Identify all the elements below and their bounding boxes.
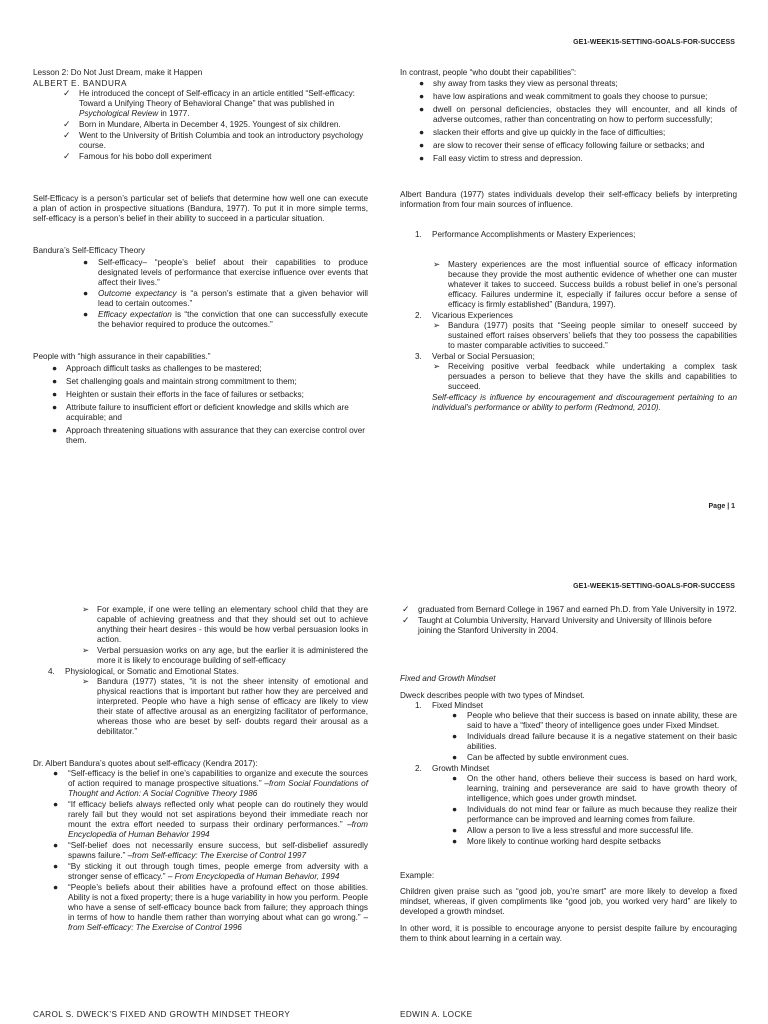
- arrow-bullet-icon: ➢: [433, 361, 441, 371]
- doubt-list: [416, 79, 737, 164]
- check-icon: ✓: [402, 615, 410, 625]
- lesson-title: Lesson 2: Do Not Just Dream, make it Happen: [33, 68, 203, 77]
- source-detail: ➢ Bandura (1977) posits that “Seeing people similar to oneself succeed by sustained effort raises observers’ beliefs that they too possess the capabilities to master comparable activities to succeed.”: [433, 320, 737, 350]
- dweck-heading-block: [33, 1010, 368, 1020]
- page2-right-column: [400, 605, 737, 944]
- arrow-bullet-icon: ➢: [82, 645, 90, 655]
- mindset-intro: Dweck describes people with two types of Mindset.: [400, 691, 585, 700]
- mindset-title: Fixed and Growth Mindset: [400, 674, 496, 683]
- running-header: GE1-WEEK15-SETTING-GOALS-FOR-SUCCESS: [573, 39, 735, 46]
- bullet-icon: ●: [83, 257, 89, 267]
- verbal-detail: ➢ For example, if one were telling an elementary school child that they are capable of achieving greatness and that they should set out to achieve anything their heart desires - this would be how verbal persuasion looks in action.: [82, 604, 368, 644]
- document-page-2: [0, 573, 768, 1024]
- theory-title: Bandura’s Self-Efficacy Theory: [33, 246, 145, 255]
- bullet-icon: ●: [452, 773, 458, 783]
- high-assurance-item: ● Attribute failure to insufficient effort or deficient knowledge and skills which are acquirable; and: [52, 402, 349, 422]
- high-assurance-list: [49, 364, 368, 446]
- doubt-item: ● have low aspirations and weak commitment to goals they choose to pursue;: [419, 91, 708, 101]
- growth-item: ● Individuals do not mind fear or failure as much because they realize their performance can be improved and learning comes from failure.: [452, 804, 737, 824]
- bandura-fact: ✓ He introduced the concept of Self-efficacy in an article entitled “Self-efficacy: Toward a Unifying Theory of Behavioral Change” that was published in Psychological Review in 1977.: [63, 88, 355, 118]
- bullet-icon: ●: [452, 804, 458, 814]
- page-gap: [0, 537, 768, 573]
- high-assurance-item: ● Approach difficult tasks as challenges to be mastered;: [52, 363, 262, 373]
- locke-heading-block: [400, 1010, 737, 1020]
- bullet-icon: ●: [452, 752, 458, 762]
- fixed-item: ● Individuals dread failure because it is a negative statement on their basic abilities.: [452, 731, 737, 751]
- bullet-icon: ●: [419, 140, 425, 150]
- mindset-list: [400, 701, 737, 847]
- source-item: 4. Physiological, or Somatic and Emotional States. ➢ Bandura (1977) states, “it is not the sheer intensity of emotional and physical reactions that is important but rather how they are perceived and interpreted. People who have a high sense of efficacy are likely to view their state of affective arousal as an energizing facilitator of performance, whereas those who are beset by self- doubts regard their arousal as a debilitator.”: [48, 667, 368, 736]
- growth-item: ● On the other hand, others believe their success is based on hard work, learning, training and perseverance are said to have growth theory of intelligence, which goes under growth mindset.: [452, 773, 737, 803]
- example-title: Example:: [400, 871, 435, 880]
- source-detail: ➢ Receiving positive verbal feedback while undertaking a complex task persuades a person to believe that they have the skills and capabilities to succeed.: [433, 361, 737, 391]
- doubt-item: ● shy away from tasks they view as personal threats;: [419, 78, 618, 88]
- bandura-facts-list: [33, 89, 368, 162]
- high-assurance-item: ● Heighten or sustain their efforts in the face of failures or setbacks;: [52, 389, 304, 399]
- bandura-name: ALBERT E. BANDURA: [33, 79, 128, 88]
- high-assurance-item: ● Set challenging goals and maintain strong commitment to them;: [52, 376, 297, 386]
- bullet-icon: ●: [53, 768, 59, 778]
- bullet-icon: ●: [52, 389, 58, 399]
- source-item: 2. Vicarious Experiences ➢ Bandura (1977) posits that “Seeing people similar to oneself succeed by sustained effort raises observers’ beliefs that they too possess the capabilities to master comparable activities to succeed.”: [415, 311, 737, 350]
- quotes-title: Dr. Albert Bandura’s quotes about self-efficacy (Kendra 2017):: [33, 759, 258, 768]
- sources-list: [400, 230, 737, 413]
- check-icon: ✓: [402, 604, 410, 614]
- running-header: GE1-WEEK15-SETTING-GOALS-FOR-SUCCESS: [573, 583, 735, 590]
- bullet-icon: ●: [452, 836, 458, 846]
- growth-item: ● Allow a person to live a less stressful and more successful life.: [452, 825, 694, 835]
- source-detail-list: [416, 321, 737, 351]
- page1-right-column: [400, 68, 737, 413]
- arrow-bullet-icon: ➢: [433, 259, 441, 269]
- doubt-item: ● slacken their efforts and give up quickly in the face of difficulties;: [419, 127, 666, 137]
- bullet-icon: ●: [452, 825, 458, 835]
- bullet-icon: ●: [419, 127, 425, 137]
- dweck-fact: ✓ graduated from Bernard College in 1967 and earned Ph.D. from Yale University in 1972.: [402, 604, 737, 614]
- quote-item: ● “By sticking it out through tough times, people emerge from adversity with a stronger sense of efficacy.” – From Encyclopedia of Human Behavior, 1994: [53, 861, 368, 881]
- theory-item: ● Outcome expectancy is “a person’s estimate that a given behavior will lead to certain outcomes.”: [83, 288, 368, 308]
- high-assurance-item: ● Approach threatening situations with assurance that they can exercise control over them.: [52, 425, 366, 445]
- check-icon: ✓: [63, 151, 71, 161]
- bullet-icon: ●: [53, 882, 59, 892]
- quote-item: ● “Self-efficacy is the belief in one’s capabilities to organize and execute the sources of action required to manage prospective situations.” –from Social Foundations of Thought and Action: A Social Cognitive Theory 1986: [53, 768, 368, 798]
- mindset-type: 2. Growth Mindset ● On the other hand, others believe their success is based on hard work, learning, training and perseverance are said to have growth theory of intelligence, which goes under growth mindset. ● Individuals do not mind fear or failure as much because they realize their performance can be improved and learning comes from failure. ● Allow a person to live a less stressful and more successful life. ● More likely to continue working hard despite setbacks: [415, 764, 737, 846]
- bandura-fact: ✓ Famous for his bobo doll experiment: [63, 151, 212, 161]
- bullet-icon: ●: [52, 425, 58, 435]
- doubt-title: In contrast, people “who doubt their capabilities”:: [400, 68, 577, 77]
- check-icon: ✓: [63, 88, 71, 98]
- doubt-item: ● Fall easy victim to stress and depression.: [419, 153, 583, 163]
- bandura-fact: ✓ Went to the University of British Columbia and took an introductory psychology course.: [63, 130, 364, 150]
- bullet-icon: ●: [419, 153, 425, 163]
- bullet-icon: ●: [52, 376, 58, 386]
- doubt-item: ● dwell on personal deficiencies, obstacles they will encounter, and all kinds of adverse outcomes, rather than concentrating on how to perform successfully;: [419, 104, 737, 124]
- bullet-icon: ●: [53, 799, 59, 809]
- theory-list: [81, 258, 368, 330]
- theory-item: ● Efficacy expectation is “the conviction that one can successfully execute the behavior required to produce the outcomes.”: [83, 309, 368, 329]
- arrow-bullet-icon: ➢: [82, 676, 90, 686]
- sources-intro: Albert Bandura (1977) states individuals develop their self-efficacy beliefs by interpreting information from four main sources of influence.: [400, 190, 737, 209]
- theory-item: ● Self-efficacy– “people’s belief about their capabilities to produce designated levels of performance that exercise influence over events that affect their lives.”: [83, 257, 368, 287]
- source-detail-list: [416, 260, 737, 310]
- fixed-item: ● People who believe that their success is based on innate ability, these are said to have a “fixed” theory of intelligence goes under Fixed Mindset.: [452, 710, 737, 730]
- quote-item: ● “Self-belief does not necessarily ensure success, but self-disbelief assuredly spawns failure.” –from Self-efficacy: The Exercise of Control 1997: [53, 840, 368, 860]
- bullet-icon: ●: [452, 710, 458, 720]
- check-icon: ✓: [63, 130, 71, 140]
- bullet-icon: ●: [53, 840, 59, 850]
- high-assurance-title: People with “high assurance in their capabilities.”: [33, 352, 211, 361]
- source-detail: ➢ Mastery experiences are the most influential source of efficacy information because they provide the most authentic evidence of whether one can muster whatever it takes to succeed. Success builds a robust belief in one’s personal efficacy. Failures undermine it, especially if failures occur before a sense of efficacy is firmly established” (Bandura, 1997).: [433, 259, 737, 309]
- bullet-icon: ●: [419, 104, 425, 114]
- doubt-item: ● are slow to recover their sense of efficacy following failure or setbacks; and: [419, 140, 705, 150]
- example-text: Children given praise such as “good job, you’re smart” are more likely to develop a fixed mindset, whereas, if given compliments like “good job, you worked very hard” are likely to developed a growth mindset.: [400, 887, 737, 916]
- dweck-fact: ✓ Taught at Columbia University, Harvard University and University of Illinois before joining the Stanford University in 2004.: [402, 615, 712, 635]
- bandura-fact: ✓ Born in Mundare, Alberta in December 4, 1925. Youngest of six children.: [63, 119, 341, 129]
- verbal-more-list: [65, 605, 368, 666]
- dweck-heading: CAROL S. DWECK’S FIXED AND GROWTH MINDSET THEORY: [33, 1010, 291, 1019]
- check-icon: ✓: [63, 119, 71, 129]
- growth-mindset-list: [450, 774, 737, 847]
- mindset-type: 1. Fixed Mindset ● People who believe that their success is based on innate ability, these are said to have a “fixed” theory of intelligence goes under Fixed Mindset. ● Individuals dread failure because it is a negative statement on their basic abilities. ● Can be affected by subtle environment cues.: [415, 701, 737, 762]
- source-detail: ➢ Bandura (1977) states, “it is not the sheer intensity of emotional and physical reactions that is important but rather how they are perceived and interpreted. People who have a high sense of efficacy are likely to view their state of affective arousal as an energizing facilitator of performance, whereas those who are beset by self- doubts regard their arousal as a debilitator.”: [82, 676, 368, 736]
- bullet-icon: ●: [52, 402, 58, 412]
- growth-item: ● More likely to continue working hard despite setbacks: [452, 836, 661, 846]
- page1-left-column: [33, 68, 368, 449]
- bullet-icon: ●: [452, 731, 458, 741]
- sources-list-continued: [33, 667, 368, 737]
- fixed-item: ● Can be affected by subtle environment cues.: [452, 752, 629, 762]
- bullet-icon: ●: [83, 288, 89, 298]
- source3-note: Self-efficacy is influence by encouragement and discouragement pertaining to an individual’s performance or ability to perform (Redmond, 2010).: [432, 393, 737, 412]
- quote-item: ● “If efficacy beliefs always reflected only what people can do routinely they would rarely fail but they would not set aspirations beyond their immediate reach nor mount the extra effort needed to surpass their ordinary performances.” –from Encyclopedia of Human Behavior 1994: [53, 799, 368, 839]
- self-efficacy-definition: Self-Efficacy is a person’s particular set of beliefs that determine how well one can execute a plan of action in prospective situations (Bandura, 1977). To put it in more simple terms, self-efficacy is a person’s belief in their ability to succeed in a particular situation.: [33, 194, 368, 223]
- source-item: 1. Performance Accomplishments or Mastery Experiences; ➢ Mastery experiences are the most influential source of efficacy information because they provide the most authentic evidence of whether one can muster whatever it takes to succeed. Success builds a robust belief in one’s personal efficacy. Failures undermine it, especially if failures occur before a sense of efficacy is firmly established” (Bandura, 1997).: [415, 230, 737, 309]
- dweck-facts-list: [400, 605, 737, 636]
- verbal-detail: ➢ Verbal persuasion works on any age, but the earlier it is administered the more it is likely to encourage building of self-efficacy: [82, 645, 368, 665]
- quote-item: ● “People’s beliefs about their abilities have a profound effect on those abilities. Ability is not a fixed property; there is a huge variability in how you perform. People who have a sense of self-efficacy bounce back from failure; they approach things in terms of how to handle them rather than worrying about what can go wrong.” –from Self-efficacy: The Exercise of Control 1996: [53, 882, 368, 932]
- source-detail-list: [416, 362, 737, 392]
- bullet-icon: ●: [419, 91, 425, 101]
- bullet-icon: ●: [52, 363, 58, 373]
- locke-heading: EDWIN A. LOCKE: [400, 1010, 473, 1019]
- page2-left-column: [33, 605, 368, 934]
- source-item: 3. Verbal or Social Persuasion; ➢ Receiving positive verbal feedback while undertaking a complex task persuades a person to believe that they have the skills and capabilities to succeed. Self-efficacy is influence by encouragement and discouragement pertaining to an individual’s performance or ability to perform (Redmond, 2010).: [415, 352, 737, 412]
- bullet-icon: ●: [83, 309, 89, 319]
- quotes-list: [51, 769, 368, 933]
- bullet-icon: ●: [419, 78, 425, 88]
- arrow-bullet-icon: ➢: [433, 320, 441, 330]
- bullet-icon: ●: [53, 861, 59, 871]
- fixed-mindset-list: [450, 711, 737, 763]
- source-detail-list: [65, 677, 368, 737]
- page-number: Page | 1: [708, 503, 735, 510]
- conclusion-text: In other word, it is possible to encourage anyone to persist despite failure by encouraging them to think about learning in a certain way.: [400, 924, 737, 943]
- arrow-bullet-icon: ➢: [82, 604, 90, 614]
